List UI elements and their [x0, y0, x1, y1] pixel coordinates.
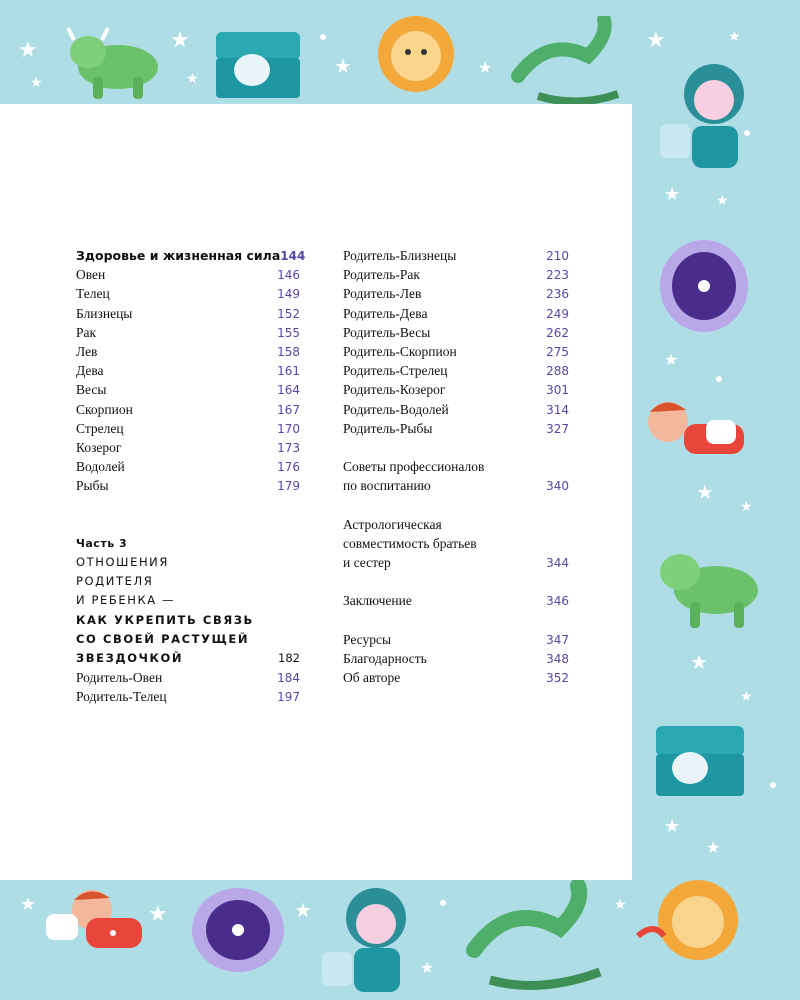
entry-label: Рак	[76, 324, 97, 340]
entry-label: Козерог	[76, 439, 122, 455]
star-icon: ★	[696, 480, 714, 504]
star-icon: ★	[690, 650, 708, 674]
page-number: 348	[546, 651, 569, 666]
page-number: 262	[546, 325, 569, 340]
part-title-entry	[76, 649, 300, 668]
page-number: 223	[546, 268, 569, 283]
star-icon: ★	[728, 29, 741, 45]
toc-entry	[76, 400, 300, 419]
toc-left-column	[76, 246, 306, 707]
page-number: 197	[277, 690, 300, 705]
page-number: 346	[546, 594, 569, 609]
entry-label: Родитель-Скорпион	[343, 343, 457, 359]
capricorn-icon	[508, 16, 628, 106]
page-number: 210	[546, 249, 569, 263]
bull-icon	[58, 22, 168, 102]
toc-entry	[76, 457, 300, 476]
toc-entry	[343, 246, 569, 265]
capricorn-icon	[460, 880, 610, 992]
toc-entry	[76, 246, 306, 265]
page-number: 340	[546, 479, 569, 494]
lion-icon	[634, 872, 746, 972]
page-number: 344	[546, 556, 569, 570]
page-number: 275	[546, 344, 569, 359]
page-number: 179	[277, 479, 300, 494]
entry-label: Лев	[76, 343, 98, 359]
entry-label: Благодарность	[343, 650, 427, 666]
toc-entry	[343, 265, 569, 284]
toc-entry	[343, 284, 569, 303]
page-number: 182	[278, 650, 300, 665]
star-dot	[440, 900, 446, 906]
lion-icon	[366, 10, 466, 102]
star-icon: ★	[294, 898, 312, 922]
page-number: 170	[277, 421, 300, 436]
entry-label: Весы	[76, 382, 107, 398]
star-dot	[744, 130, 750, 136]
toc-entry	[76, 342, 300, 361]
part-title-line: ЗВЕЗДОЧКОЙ	[76, 650, 184, 665]
toc-entry	[343, 361, 569, 380]
entry-label: Родитель-Стрелец	[343, 363, 448, 379]
entry-label: Ресурсы	[343, 631, 392, 647]
entry-line: Астрологическая	[343, 516, 442, 532]
star-dot	[716, 376, 722, 382]
toc-entry	[343, 476, 569, 495]
star-icon: ★	[716, 193, 729, 209]
entry-label: Родитель-Близнецы	[343, 248, 457, 263]
page-number: 301	[546, 383, 569, 398]
entry-label: по воспитанию	[343, 478, 431, 494]
entry-label: Дева	[76, 363, 104, 379]
page-number: 146	[277, 268, 300, 283]
page-number: 314	[546, 402, 569, 417]
entry-label: Здоровье и жизненная сила	[76, 248, 281, 263]
star-icon: ★	[478, 58, 493, 77]
toc-entry	[343, 668, 569, 687]
entry-label: Об авторе	[343, 670, 401, 686]
page-number: 161	[277, 364, 300, 379]
toc-entry	[343, 630, 569, 649]
star-dot	[320, 34, 326, 40]
entry-label: Родитель-Дева	[343, 305, 428, 321]
toc-entry	[76, 265, 300, 284]
page-number: 155	[277, 325, 300, 340]
entry-label: Близнецы	[76, 305, 133, 321]
star-icon: ★	[664, 350, 679, 369]
star-dot	[770, 782, 776, 788]
entry-label: Рыбы	[76, 478, 109, 494]
treasure-chest-icon	[212, 24, 304, 102]
star-icon: ★	[420, 958, 435, 977]
star-dot	[110, 930, 116, 936]
page-number: 152	[277, 306, 300, 321]
star-icon: ★	[646, 28, 666, 53]
star-icon: ★	[664, 184, 681, 205]
toc-entry	[76, 304, 300, 323]
toc-entry	[76, 284, 300, 303]
page-number: 158	[277, 344, 300, 359]
crystal-geode-icon	[188, 884, 288, 976]
star-icon: ★	[740, 499, 753, 515]
aquarius-girl-icon	[652, 52, 768, 180]
entry-label: и сестер	[343, 555, 391, 570]
toc-entry	[343, 419, 569, 438]
page-number: 327	[546, 421, 569, 436]
baby-icon	[26, 884, 158, 964]
toc-entry	[343, 342, 569, 361]
page-number: 184	[277, 671, 300, 686]
toc-entry	[76, 419, 300, 438]
toc-entry	[76, 361, 300, 380]
star-icon: ★	[186, 71, 199, 87]
toc-entry	[76, 323, 300, 342]
part-title-line: И РЕБЕНКА —	[76, 593, 176, 608]
page-number: 347	[546, 632, 569, 647]
star-icon: ★	[30, 75, 43, 91]
treasure-chest-icon	[652, 718, 748, 800]
part-title-line: РОДИТЕЛЯ	[76, 574, 154, 589]
entry-label: Родитель-Рак	[343, 267, 420, 283]
page-number: 149	[277, 287, 300, 302]
page-number: 176	[277, 460, 300, 475]
toc-entry	[343, 591, 569, 610]
star-icon: ★	[664, 816, 681, 837]
page-number: 164	[277, 383, 300, 398]
star-icon: ★	[18, 38, 38, 63]
entry-label: Заключение	[343, 593, 412, 609]
star-icon: ★	[148, 902, 168, 927]
baby-icon	[636, 394, 762, 470]
entry-label: Стрелец	[76, 420, 124, 436]
part-label: Часть 3	[76, 536, 128, 550]
star-icon: ★	[706, 838, 721, 857]
page-number: 352	[546, 671, 569, 686]
star-icon: ★	[170, 28, 190, 53]
page-number: 167	[277, 402, 300, 417]
entry-label: Скорпион	[76, 401, 133, 417]
entry-label: Родитель-Овен	[76, 670, 163, 686]
page-number: 236	[546, 287, 569, 302]
entry-line: совместимость братьев	[343, 535, 477, 551]
entry-label: Родитель-Рыбы	[343, 420, 433, 436]
toc-entry	[343, 553, 569, 572]
crystal-geode-icon	[656, 236, 752, 336]
star-icon: ★	[740, 689, 753, 705]
entry-label: Овен	[76, 267, 106, 283]
star-icon: ★	[334, 54, 352, 78]
star-icon: ★	[614, 897, 627, 913]
entry-label: Родитель-Козерог	[343, 382, 446, 398]
bull-icon	[650, 540, 770, 632]
toc-entry	[76, 380, 300, 399]
toc-entry	[343, 304, 569, 323]
page-number: 288	[546, 364, 569, 379]
page-number: 144	[280, 249, 306, 263]
page-number: 249	[546, 306, 569, 321]
page-number: 173	[277, 440, 300, 455]
entry-label: Родитель-Весы	[343, 324, 431, 340]
entry-label: Телец	[76, 286, 110, 302]
toc-entry	[343, 323, 569, 342]
entry-line: Советы профессионалов	[343, 459, 485, 475]
part-title-line: КАК УКРЕПИТЬ СВЯЗЬ	[76, 612, 254, 627]
part-title-line: СО СВОЕЙ РАСТУЩЕЙ	[76, 631, 250, 646]
toc-entry	[76, 438, 300, 457]
entry-label: Родитель-Телец	[76, 689, 167, 705]
star-icon: ★	[20, 894, 37, 915]
entry-label: Родитель-Водолей	[343, 401, 449, 417]
toc-right-column	[343, 246, 569, 687]
entry-label: Родитель-Лев	[343, 286, 422, 302]
toc-entry	[343, 380, 569, 399]
toc-entry	[343, 649, 569, 668]
toc-entry	[76, 476, 300, 495]
toc-entry	[343, 400, 569, 419]
part-title-line: ОТНОШЕНИЯ	[76, 555, 169, 569]
toc-entry	[76, 687, 300, 706]
toc-entry	[76, 668, 300, 687]
aquarius-girl-icon	[318, 878, 430, 1000]
entry-label: Водолей	[76, 459, 125, 475]
